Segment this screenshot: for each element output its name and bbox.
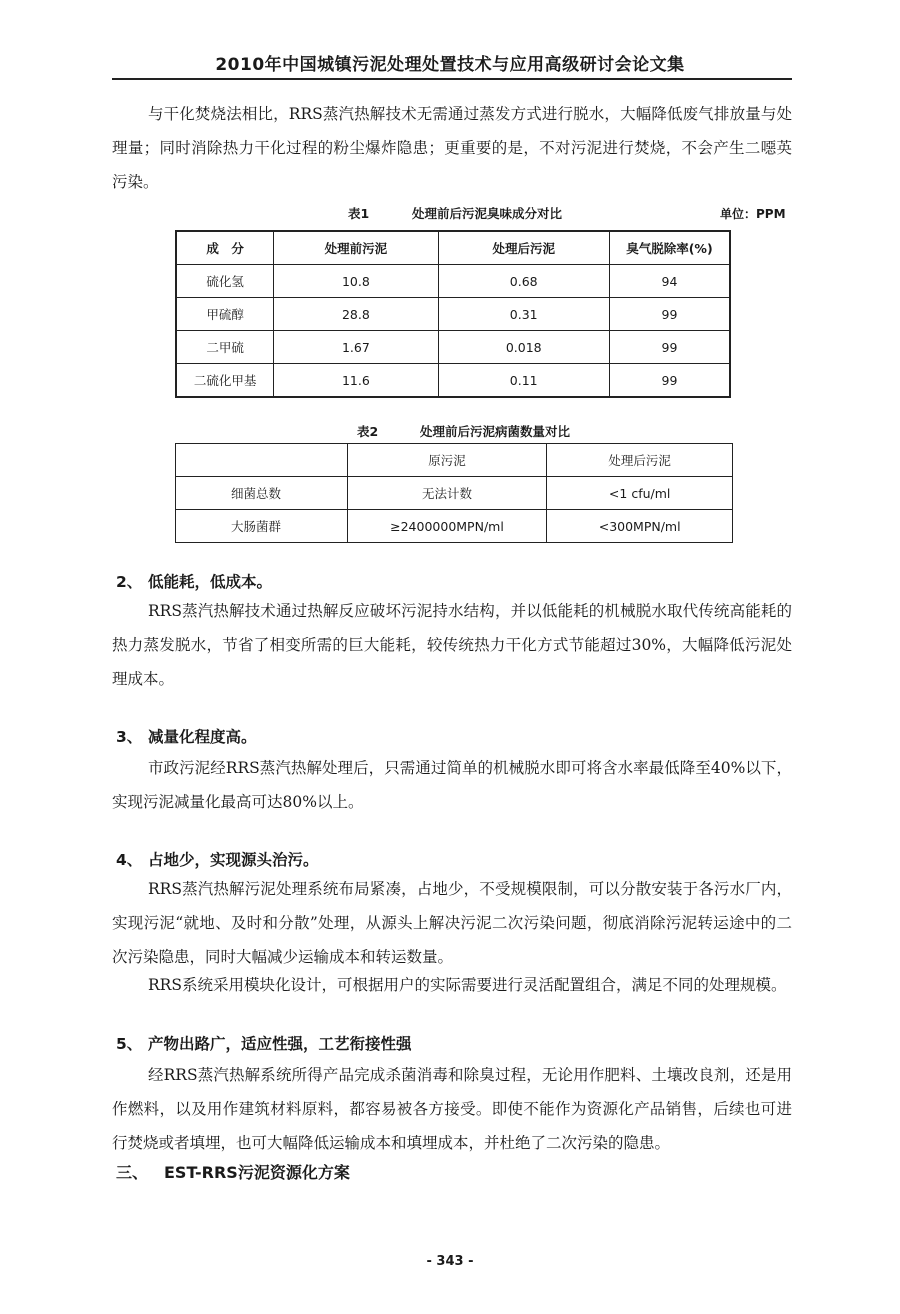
section-heading-5: [116, 1032, 412, 1054]
table-cell: 94: [609, 265, 730, 298]
table-cell: ≥2400000MPN/ml: [347, 510, 547, 543]
chapter-heading: [116, 1160, 350, 1183]
table-header-cell: 成 分: [176, 231, 274, 265]
header-rule: [112, 78, 792, 80]
section-4-paragraph: RRS蒸汽热解污泥处理系统布局紧凑，占地少，不受规模限制，可以分散安装于各污水厂内，实现污泥“就地、及时和分散”处理，从源头上解决污泥二次污染问题，彻底消除污泥转运途中的二次污染隐患，同时大幅减少运输成本和转运数量。: [112, 880, 792, 966]
page-number: - 343 -: [426, 1254, 474, 1269]
section-number: 4、: [116, 851, 143, 869]
chapter-title: EST-RRS污泥资源化方案: [164, 1163, 350, 1182]
section-heading-4: [116, 848, 319, 870]
table-cell: <1 cfu/ml: [547, 477, 733, 510]
table2: [175, 443, 733, 543]
section-number: 3、: [116, 728, 143, 746]
section-title: 占地少，实现源头治污。: [148, 851, 319, 869]
section-2-paragraph: RRS蒸汽热解技术通过热解反应破坏污泥持水结构，并以低能耗的机械脱水取代传统高能耗的热力蒸发脱水，节省了相变所需的巨大能耗，较传统热力干化方式节能超过30%，大幅降低污泥处理成本。: [112, 602, 792, 688]
table-cell: 10.8: [274, 265, 438, 298]
table1-unit: 单位：PPM: [720, 207, 786, 221]
table-cell: 0.68: [438, 265, 609, 298]
table-cell: 99: [609, 331, 730, 364]
section-number: 2、: [116, 573, 143, 591]
table-header-row: [176, 231, 730, 265]
running-header: 2010年中国城镇污泥处理处置技术与应用高级研讨会论文集: [215, 55, 685, 75]
table-cell: 1.67: [274, 331, 438, 364]
table-cell: 甲硫醇: [176, 298, 274, 331]
intro-paragraph: 与干化焚烧法相比，RRS蒸汽热解技术无需通过蒸发方式进行脱水，大幅降低废气排放量与处理量；同时消除热力干化过程的粉尘爆炸隐患；更重要的是，不对污泥进行焚烧，不会产生二噁英污染。: [112, 105, 792, 191]
table-row: [176, 265, 730, 298]
table-row: [176, 364, 730, 398]
table-cell: <300MPN/ml: [547, 510, 733, 543]
table-header-cell: 处理后污泥: [438, 231, 609, 265]
table-cell: 99: [609, 298, 730, 331]
table-row: [176, 331, 730, 364]
table-cell: 11.6: [274, 364, 438, 398]
table1-caption-number: 表1: [348, 206, 370, 221]
table-cell: 细菌总数: [176, 477, 348, 510]
table-cell: 硫化氢: [176, 265, 274, 298]
section-4-paragraph: RRS系统采用模块化设计，可根据用户的实际需要进行灵活配置组合，满足不同的处理规模。: [148, 976, 787, 994]
section-number: 5、: [116, 1035, 143, 1053]
table2-caption: 处理前后污泥病菌数量对比: [420, 424, 571, 439]
section-heading-2: [116, 570, 272, 592]
table1-caption: 处理前后污泥臭味成分对比: [412, 206, 563, 221]
section-5-paragraph: 经RRS蒸汽热解系统所得产品完成杀菌消毒和除臭过程，无论用作肥料、土壤改良剂，还是用作燃料，以及用作建筑材料原料，都容易被各方接受。即使不能作为资源化产品销售，后续也可进行焚烧或者填埋，也可大幅降低运输成本和填埋成本，并杜绝了二次污染的隐患。: [112, 1066, 792, 1152]
table-row: [176, 477, 733, 510]
table-header-cell: 原污泥: [347, 444, 547, 477]
chapter-number: 三、: [116, 1163, 149, 1182]
table-header-cell: 处理后污泥: [547, 444, 733, 477]
table-cell: 大肠菌群: [176, 510, 348, 543]
table-row: [176, 510, 733, 543]
table-header-cell: 臭气脱除率(%): [609, 231, 730, 265]
table-header-row: [176, 444, 733, 477]
table-cell: 99: [609, 364, 730, 398]
table-header-cell: 处理前污泥: [274, 231, 438, 265]
table-cell: 0.31: [438, 298, 609, 331]
section-title: 低能耗，低成本。: [148, 573, 273, 591]
table-cell: 0.11: [438, 364, 609, 398]
table-cell: 0.018: [438, 331, 609, 364]
section-title: 产物出路广，适应性强，工艺衔接性强: [148, 1035, 412, 1053]
table-cell: 28.8: [274, 298, 438, 331]
table-cell: 二硫化甲基: [176, 364, 274, 398]
table-header-cell: [176, 444, 348, 477]
table-cell: 二甲硫: [176, 331, 274, 364]
section-heading-3: [116, 725, 257, 747]
section-3-paragraph: 市政污泥经RRS蒸汽热解处理后，只需通过简单的机械脱水即可将含水率最低降至40%以下，实现污泥减量化最高可达80%以上。: [112, 759, 792, 811]
table2-caption-number: 表2: [357, 424, 379, 439]
section-title: 减量化程度高。: [148, 728, 257, 746]
table-row: [176, 298, 730, 331]
table1: [175, 230, 731, 398]
table-cell: 无法计数: [347, 477, 547, 510]
